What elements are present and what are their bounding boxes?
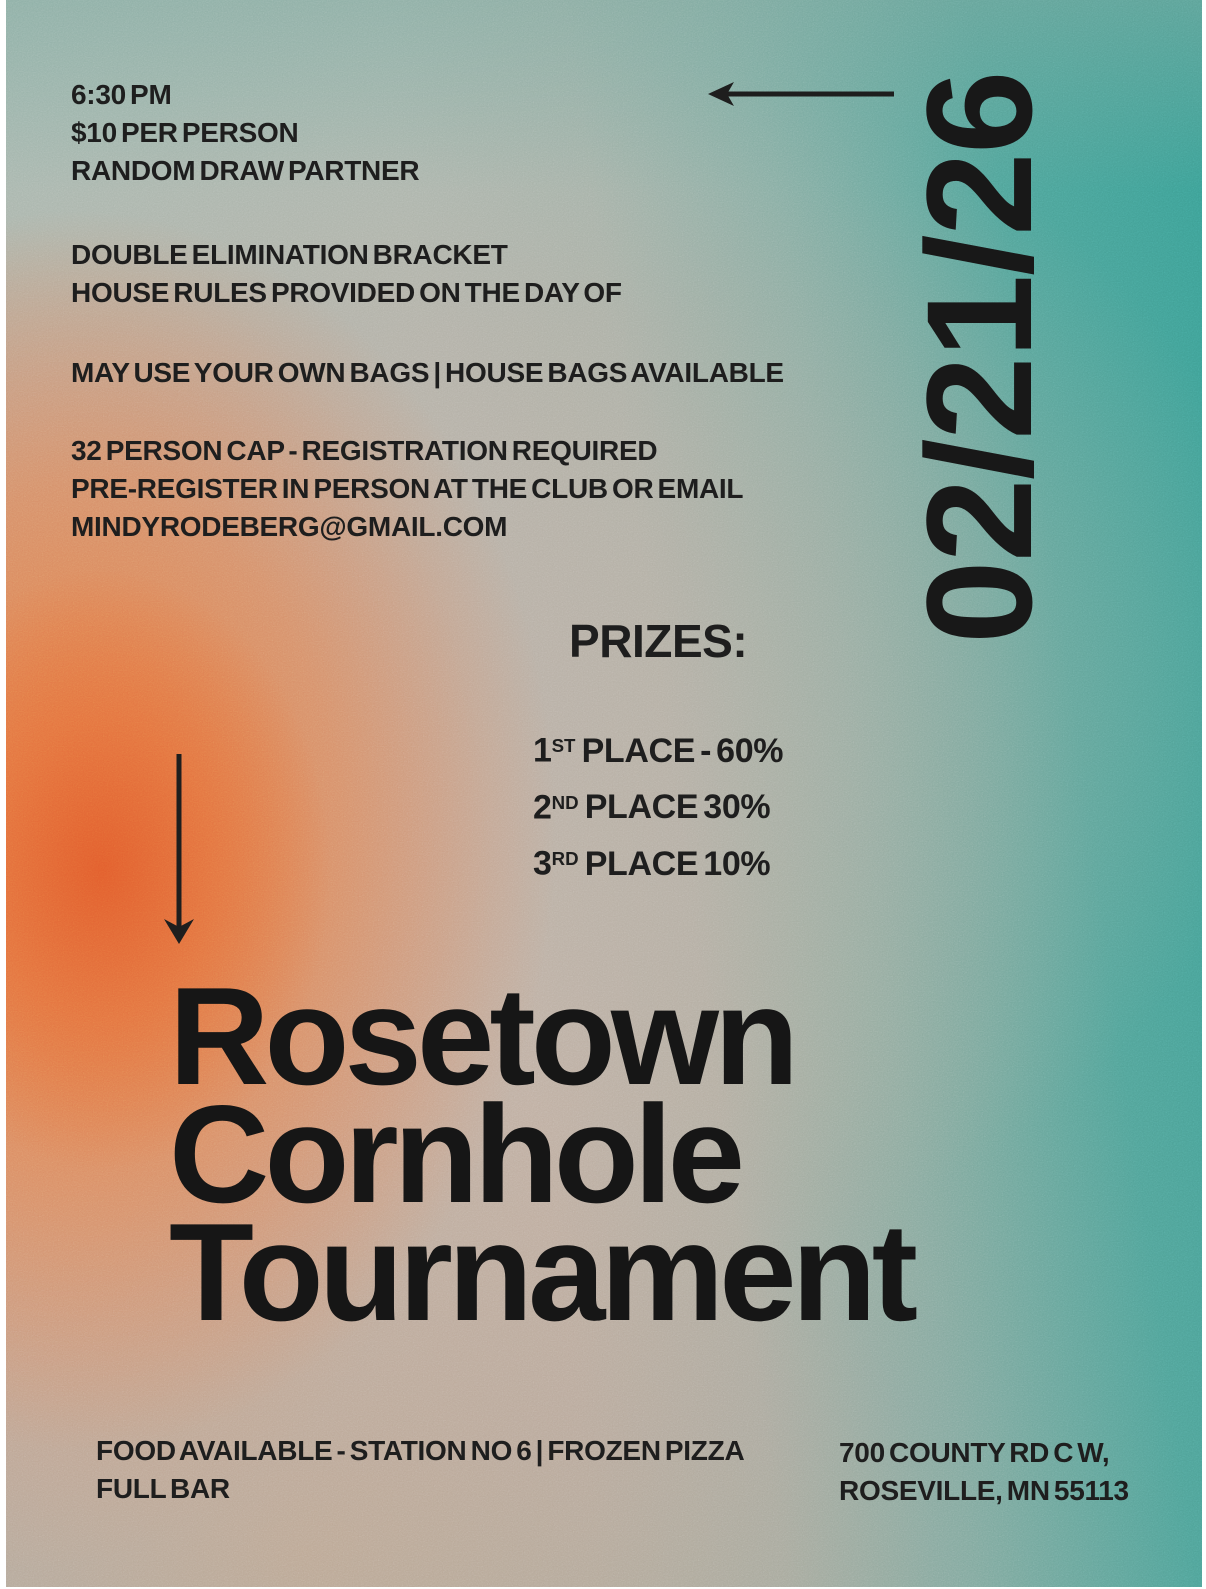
food-line: FOOD AVAILABLE - STATION NO 6 | FROZEN PIZZA xyxy=(96,1435,745,1466)
title-line-1: Rosetown xyxy=(169,959,795,1114)
bar-line: FULL BAR xyxy=(96,1473,230,1504)
prize-first xyxy=(533,720,783,777)
prize-first-place: 1 xyxy=(533,731,552,770)
prize-first-ordinal: ST xyxy=(551,735,576,756)
bags-rule: MAY USE YOUR OWN BAGS | HOUSE BAGS AVAILABLE xyxy=(71,357,784,388)
address-line-2: ROSEVILLE, MN 55113 xyxy=(839,1475,1129,1506)
address-line-1: 700 COUNTY RD C W, xyxy=(839,1437,1110,1468)
house-rules: HOUSE RULES PROVIDED ON THE DAY OF xyxy=(71,277,622,308)
event-time: 6:30 PM xyxy=(71,79,172,110)
registration-block xyxy=(71,432,784,546)
event-partner-rule: RANDOM DRAW PARTNER xyxy=(71,155,420,186)
prize-third-place: 3 xyxy=(533,845,552,884)
title-line-2: Cornhole xyxy=(169,1077,741,1232)
prize-second-place: 2 xyxy=(533,788,552,827)
contact-email: MINDYRODEBERG@GMAIL.COM xyxy=(71,511,508,542)
prizes-list xyxy=(533,720,783,890)
schedule-block xyxy=(71,76,784,190)
title-line-3: Tournament xyxy=(169,1195,914,1350)
poster-background xyxy=(6,0,1202,1587)
event-title xyxy=(169,959,914,1350)
prize-second-text: PLACE 30% xyxy=(584,788,771,827)
footer-food-block xyxy=(96,1432,744,1508)
bags-block xyxy=(71,354,784,392)
down-arrow-icon xyxy=(161,752,197,946)
prize-first-text: PLACE - 60% xyxy=(581,731,784,770)
person-cap: 32 PERSON CAP - REGISTRATION REQUIRED xyxy=(71,435,658,466)
prize-second xyxy=(533,777,783,834)
format-block xyxy=(71,236,784,312)
prizes-heading: PRIZES: xyxy=(569,615,748,667)
pre-register-line: PRE-REGISTER IN PERSON AT THE CLUB OR EMAIL xyxy=(71,473,744,504)
prize-second-ordinal: ND xyxy=(551,791,579,813)
event-date: 02/21/26 xyxy=(895,72,1063,644)
event-info xyxy=(71,76,784,546)
prize-third-ordinal: RD xyxy=(551,848,579,870)
prize-third xyxy=(533,833,783,890)
prize-third-text: PLACE 10% xyxy=(584,845,771,884)
left-arrow-icon xyxy=(706,80,898,108)
footer-address-block xyxy=(839,1434,1129,1510)
event-price: $10 PER PERSON xyxy=(71,117,299,148)
bracket-format: DOUBLE ELIMINATION BRACKET xyxy=(71,239,508,270)
